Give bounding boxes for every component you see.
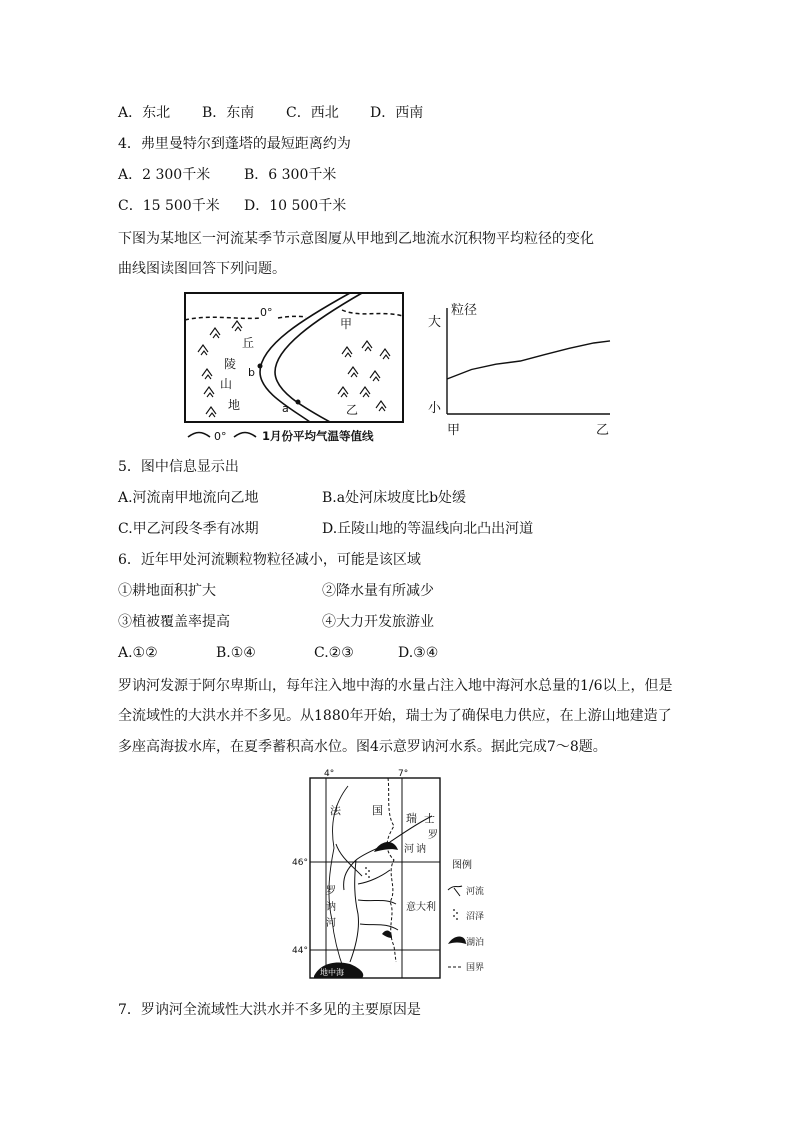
q5-option-a: A.河流南甲地流向乙地 [118, 490, 259, 506]
intro2-line1: 罗讷河发源于阿尔卑斯山，每年注入地中海的水量占注入地中海河水总量的1/6以上，但是 [118, 678, 673, 694]
hill-char-4: 地 [228, 398, 241, 412]
river-map-figure [180, 290, 420, 446]
legend-title: 图例 [452, 860, 472, 871]
lon-label-4: 4° [324, 769, 335, 779]
y-tick-top: 大 [428, 315, 442, 330]
point-a-marker [296, 400, 301, 405]
lat-label-46: 46° [292, 858, 308, 868]
swiss-char-2: 士 [424, 812, 435, 825]
italy-label: 意大利 [406, 902, 436, 913]
intro1-line2: 曲线图读图回答下列问题。 [118, 261, 286, 277]
q3-option-d: D．西南 [370, 105, 424, 121]
rhone-upper-char-2: 讷 [416, 844, 426, 855]
lon-label-7: 7° [398, 769, 409, 779]
marsh-symbols [365, 867, 370, 878]
france-char-1: 法 [330, 804, 341, 817]
isotherm-label: 0° [260, 306, 273, 319]
point-b-label: b [248, 366, 255, 379]
hill-symbols-right [338, 341, 390, 411]
q4-stem: 4．弗里曼特尔到蓬塔的最短距离约为 [118, 136, 351, 152]
q3-option-a: A．东北 [118, 105, 171, 121]
grain-size-series-line [447, 341, 610, 379]
legend-marsh-icon [453, 909, 458, 920]
y-axis-label: 粒径 [451, 303, 478, 318]
point-b-marker [258, 364, 263, 369]
legend-zero: 0° [214, 430, 227, 443]
lat-label-44: 44° [292, 946, 308, 956]
y-tick-bottom: 小 [428, 401, 442, 416]
point-a-label: a [282, 402, 289, 415]
q6-option-c: C.②③ [314, 645, 354, 661]
intro1-line1: 下图为某地区一河流某季节示意图厦从甲地到乙地流水沉积物平均粒径的变化 [118, 231, 594, 247]
legend-text: 1月份平均气温等值线 [262, 429, 374, 443]
q6-stem: 6．近年甲处河流颗粒物粒径减小，可能是该区域 [118, 552, 421, 568]
sea-label: 地中海 [320, 968, 344, 977]
q3-option-c: C．西北 [286, 105, 339, 121]
map-frame [185, 293, 403, 422]
rhone-lower-char-3: 河 [326, 918, 336, 929]
legend-border: 国界 [466, 963, 485, 973]
hill-char-1: 丘 [242, 336, 255, 350]
q6-item-2: ②降水量有所减少 [322, 583, 434, 599]
legend-river: 河流 [466, 887, 485, 897]
intro2-line2: 全流域性的大洪水并不多见。从1880年开始，瑞士为了确保电力供应，在上游山地建造了 [118, 708, 672, 724]
x-tick-left: 甲 [447, 423, 461, 438]
hill-char-2: 陵 [224, 357, 237, 371]
yi-label-map: 乙 [346, 403, 359, 417]
jia-label-map: 甲 [340, 317, 353, 331]
q6-option-a: A.①② [118, 645, 158, 661]
isotherm-left [185, 317, 260, 320]
q5-option-c: C.甲乙河段冬季有冰期 [118, 521, 259, 537]
swiss-char-1: 瑞 [406, 812, 417, 825]
legend-line-left [188, 433, 210, 438]
x-tick-right: 乙 [596, 423, 610, 438]
q5-option-d: D.丘陵山地的等温线向北凸出河道 [322, 521, 534, 537]
isotherm-right [342, 310, 403, 316]
q6-option-b: B.①④ [216, 645, 256, 661]
q6-option-d: D.③④ [398, 645, 439, 661]
rhone-upper-char-3: 河 [404, 844, 414, 855]
q6-item-3: ③植被覆盖率提高 [118, 614, 230, 630]
q4-option-d: D．10 500千米 [244, 198, 347, 214]
rhone-lower-char-1: 罗 [326, 886, 336, 897]
q4-option-c: C．15 500千米 [118, 198, 220, 214]
grain-size-chart [420, 296, 620, 442]
rhone-upper-char-1: 罗 [428, 830, 438, 841]
rhone-map-figure [290, 764, 500, 988]
lake-small-icon [382, 931, 392, 938]
q6-item-4: ④大力开发旅游业 [322, 614, 434, 630]
legend-lake: 湖泊 [466, 938, 485, 948]
q4-option-b: B．6 300千米 [244, 167, 337, 183]
isotherm-middle [278, 316, 306, 318]
q4-option-a: A．2 300千米 [118, 167, 211, 183]
q5-option-b: B.a处河床坡度比b处缓 [322, 490, 467, 506]
river-network [336, 816, 432, 962]
hill-char-3: 山 [220, 377, 233, 391]
lake-geneva-icon [374, 842, 398, 852]
france-char-2: 国 [372, 804, 383, 817]
legend-marsh: 沼泽 [466, 912, 485, 922]
river-bank-west [260, 293, 353, 422]
rhone-lower-char-2: 讷 [326, 902, 336, 913]
legend-river-icon [448, 886, 462, 896]
q7-stem: 7．罗讷河全流域性大洪水并不多见的主要原因是 [118, 1002, 421, 1018]
q5-stem: 5．图中信息显示出 [118, 459, 239, 475]
q6-item-1: ①耕地面积扩大 [118, 583, 216, 599]
intro2-line3: 多座高海拔水库，在夏季蓄积高水位。图4示意罗讷河水系。据此完成7～8题。 [118, 739, 607, 755]
q3-option-b: B．东南 [202, 105, 255, 121]
legend-line-right [234, 433, 256, 438]
legend-lake-icon [448, 937, 466, 945]
